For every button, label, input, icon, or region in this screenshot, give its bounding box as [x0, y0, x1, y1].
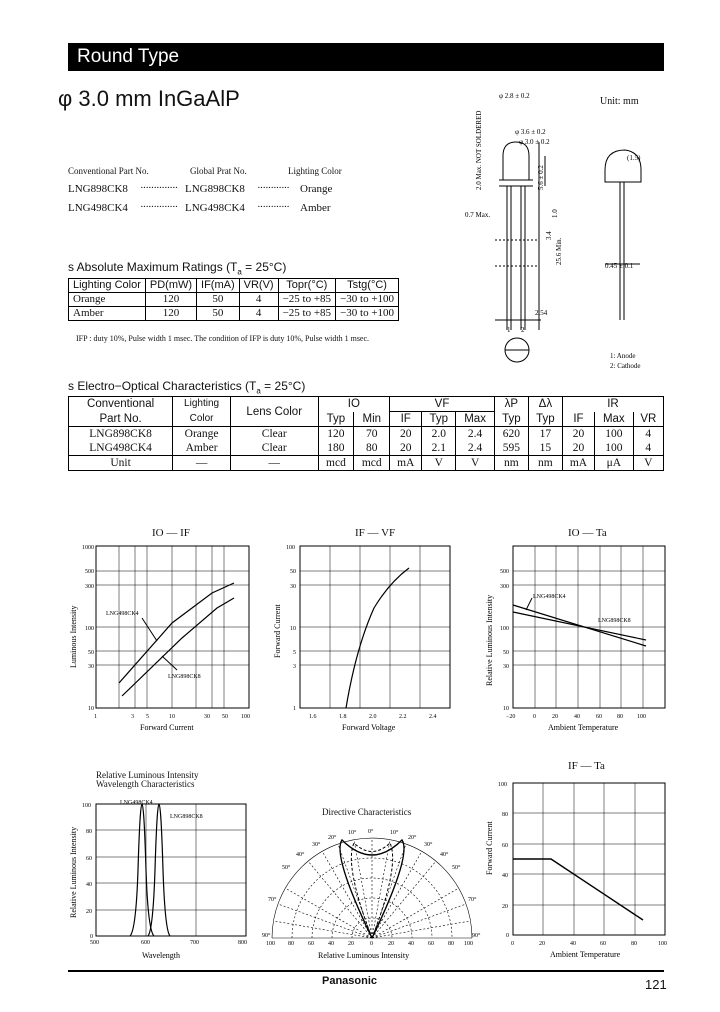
chart2-xtick: 1.8 [339, 714, 347, 720]
chart5-radial: 40 [408, 941, 414, 947]
eo-title: s Electro−Optical Characteristics $(T_a = 25^\circ C)$ [68, 379, 306, 396]
amr-note: IFP : duty 10%, Pulse width 1 msec. The condition of IFP is duty 10%, Pulse width 1 msec. [76, 334, 370, 343]
chart6-xtick: 60 [600, 941, 606, 947]
chart2-ytick: 30 [290, 584, 296, 590]
amr-title: s Absolute Maximum Ratings $(T_a = 25^\circ C)$ [68, 260, 287, 277]
chart3-ytick: 50 [503, 650, 509, 656]
chart6-xtick: 80 [631, 941, 637, 947]
eo-cell: 20 [562, 427, 594, 442]
chart-io-if [62, 538, 262, 738]
chart5-angle: 0° [368, 829, 374, 835]
chart1-xtick: 100 [241, 714, 250, 720]
chart3-xtick: 100 [637, 714, 646, 720]
chart1-series-label: LNG498CK4 [106, 611, 139, 617]
eo-unit: V [456, 456, 495, 471]
chart3-grid [513, 546, 665, 708]
eo-h: Typ [494, 412, 528, 427]
amr-cell: 120 [145, 293, 196, 307]
parts-header-color: Lighting Color [288, 166, 342, 176]
chart1-xtick: 1 [94, 714, 97, 720]
chart5-radial: 60 [428, 941, 434, 947]
amr-h: VR(V) [239, 279, 278, 293]
chart3-xtick: 40 [574, 714, 580, 720]
chart-if-vf [264, 538, 464, 738]
eo-h: IF [562, 412, 594, 427]
eo-cell: 4 [633, 427, 663, 442]
chart3-xtick: 60 [596, 714, 602, 720]
chart2-ylabel: Forward Current [273, 604, 282, 658]
eo-cell: 17 [528, 427, 562, 442]
chart1-grid [96, 546, 249, 708]
eo-cell: 20 [562, 441, 594, 456]
footer-rule [68, 970, 664, 972]
chart1-ytick: 300 [85, 584, 94, 590]
chart4-xtick: 700 [190, 940, 199, 946]
chart3-ytick: 10 [503, 706, 509, 712]
chart5-xlabel: Relative Luminous Intensity [318, 951, 410, 960]
chart6-ytick: 0 [506, 933, 509, 939]
chart5-angle: 30° [312, 842, 321, 848]
eo-cell: 595 [494, 441, 528, 456]
chart2-xtick: 2.4 [429, 714, 437, 720]
chart2-ytick: 3 [293, 664, 296, 670]
eo-h: Lighting [173, 397, 231, 412]
chart1-ytick: 1000 [82, 545, 94, 551]
chart1-series-lng498 [119, 583, 234, 683]
amr-cell: −25 to +85 [278, 293, 335, 307]
chart4-xtick: 800 [238, 940, 247, 946]
dim-label: 0.45 ± 0.1 [605, 262, 634, 270]
dim-label: 3.4 [545, 231, 553, 240]
chart6-ytick: 100 [498, 782, 507, 788]
amr-h: Tstg(°C) [336, 279, 399, 293]
chart5-radial: 80 [288, 941, 294, 947]
led-body-outline [503, 142, 529, 180]
amr-cell: −25 to +85 [278, 307, 335, 321]
chart3-xtick: 80 [617, 714, 623, 720]
chart5-angle: 90° [472, 933, 481, 939]
chart1-series-label: LNG898CK8 [168, 674, 201, 680]
chart4-grid [96, 804, 246, 936]
chart6-ylabel: Forward Current [485, 821, 494, 875]
eo-cell: 2.4 [456, 441, 495, 456]
chart5-angle: 70° [268, 897, 277, 903]
chart1-ytick: 500 [85, 569, 94, 575]
amr-cell: 50 [197, 307, 240, 321]
section-banner: Round Type [68, 43, 664, 71]
parts-header-conv: Conventional Part No. [68, 166, 149, 176]
eo-cell: 620 [494, 427, 528, 442]
eo-unit: Unit [69, 456, 173, 471]
dim-label: 2.54 [535, 309, 548, 317]
eo-h: IF [390, 412, 422, 427]
chart3-series-label: LNG898CK8 [598, 618, 631, 624]
chart3-xtick: 20 [552, 714, 558, 720]
amr-h: Topr(°C) [278, 279, 335, 293]
chart5-radial: 100 [464, 941, 473, 947]
chart3-title: IO — Ta [568, 527, 607, 539]
chart3-ylabel: Relative Luminous Intensity [485, 594, 494, 686]
chart1-ytick: 10 [88, 706, 94, 712]
eo-unit: mA [562, 456, 594, 471]
chart4-frame [96, 804, 246, 936]
chart4-ytick: 0 [90, 934, 93, 940]
eo-cell: 100 [595, 427, 634, 442]
eo-cell: 120 [318, 427, 354, 442]
chart4-series-label: LNG898CK8 [170, 814, 203, 820]
eo-unit: nm [528, 456, 562, 471]
parts-row-2-conv: LNG498CK4 [68, 202, 128, 214]
chart1-xtick: 5 [146, 714, 149, 720]
chart2-grid [300, 546, 450, 708]
eo-unit: mA [390, 456, 422, 471]
eo-unit: μA [595, 456, 634, 471]
chart1-ylabel: Luminous Intensity [69, 605, 78, 668]
chart6-title: IF — Ta [568, 760, 605, 772]
chart2-xtick: 2.0 [369, 714, 377, 720]
chart5-radial: 100 [266, 941, 275, 947]
chart4-xlabel: Wavelength [142, 951, 181, 960]
amr-cell: Orange [69, 293, 146, 307]
brand-logo: Panasonic [322, 975, 378, 987]
chart4-ytick: 80 [86, 829, 92, 835]
chart1-xtick: 30 [204, 714, 210, 720]
eo-cell: 180 [318, 441, 354, 456]
eo-h: Max [595, 412, 634, 427]
chart1-series-lng898 [122, 598, 234, 696]
amr-h: IF(mA) [197, 279, 240, 293]
dim-label: 2: Cathode [610, 362, 641, 370]
leader-dots: ·············· [140, 201, 178, 213]
chart2-series [346, 568, 409, 708]
chart3-xtick: 0 [533, 714, 536, 720]
amr-table [68, 278, 399, 321]
eo-h: Max [456, 412, 495, 427]
eo-h: IR [562, 397, 663, 412]
parts-row-2-global: LNG498CK4 [185, 202, 245, 214]
eo-h: Typ [318, 412, 354, 427]
chart1-ytick: 30 [88, 664, 94, 670]
dimension-drawing [455, 90, 665, 380]
chart5-radial: 20 [388, 941, 394, 947]
eo-cell: LNG498CK4 [69, 441, 173, 456]
chart4-ytick: 100 [82, 803, 91, 809]
eo-cell: 15 [528, 441, 562, 456]
chart4-title: Relative Luminous Intensity Wavelength Characteristics [96, 770, 199, 789]
chart6-ytick: 60 [502, 843, 508, 849]
amr-cell: 120 [145, 307, 196, 321]
chart4-series-lng498 [130, 804, 154, 936]
dim-label: 1 [507, 326, 511, 334]
eo-cell: 2.1 [422, 441, 456, 456]
chart6-xlabel: Ambient Temperature [550, 950, 621, 959]
eo-cell: Orange [173, 427, 231, 442]
chart5-angle: 10° [348, 830, 357, 836]
chart4-ylabel: Relative Luminous Intensity [69, 826, 78, 918]
chart6-ytick: 20 [502, 904, 508, 910]
eo-cell: LNG898CK8 [69, 427, 173, 442]
chart4-series-lng898 [148, 804, 170, 936]
chart3-xtick: −20 [506, 714, 516, 720]
eo-cell: 70 [354, 427, 390, 442]
chart5-angle: 40° [296, 852, 305, 858]
chart5-angle: 70° [468, 897, 477, 903]
eo-h: Color [173, 412, 231, 427]
amr-cell: 4 [239, 293, 278, 307]
chart6-xtick: 20 [539, 941, 545, 947]
amr-cell: 50 [197, 293, 240, 307]
chart4-xtick: 500 [90, 940, 99, 946]
eo-h: VR [633, 412, 663, 427]
chart4-ytick: 40 [86, 882, 92, 888]
dim-label: φ 3.6 ± 0.2 [515, 128, 546, 136]
amr-cell: Amber [69, 307, 146, 321]
chart5-radial: 80 [448, 941, 454, 947]
chart1-xtick: 50 [222, 714, 228, 720]
eo-h: Δλ [528, 397, 562, 412]
page-number: 121 [645, 977, 667, 992]
chart3-series-label: LNG498CK4 [533, 594, 566, 600]
chart5-angle: 40° [440, 852, 449, 858]
amr-cell: 4 [239, 307, 278, 321]
eo-h: Typ [422, 412, 456, 427]
chart5-angle: 50° [452, 865, 461, 871]
parts-row-1-global: LNG898CK8 [185, 183, 245, 195]
eo-unit: nm [494, 456, 528, 471]
leader-dots: ·············· [140, 182, 178, 194]
eo-h: Part No. [69, 412, 173, 427]
eo-cell: 80 [354, 441, 390, 456]
chart1-title: IO — IF [152, 527, 190, 539]
chart3-ytick: 30 [503, 664, 509, 670]
chart1-leader [162, 656, 177, 670]
dim-label: φ 2.8 ± 0.2 [499, 92, 530, 100]
chart-if-ta [478, 775, 678, 970]
eo-h: λP [494, 397, 528, 412]
eo-cell: 4 [633, 441, 663, 456]
eo-cell: 2.0 [422, 427, 456, 442]
eo-unit: — [173, 456, 231, 471]
chart-directive [262, 815, 482, 965]
eo-cell: Clear [230, 427, 318, 442]
dim-label: 1.0 [551, 209, 559, 218]
chart4-ytick: 60 [86, 856, 92, 862]
chart1-xlabel: Forward Current [140, 723, 194, 732]
eo-h: VF [390, 397, 495, 412]
chart6-xtick: 40 [570, 941, 576, 947]
chart6-xtick: 0 [511, 941, 514, 947]
amr-h: Lighting Color [69, 279, 146, 293]
leader-dots: ············ [257, 182, 289, 194]
eo-h: Typ [528, 412, 562, 427]
eo-cell: Clear [230, 441, 318, 456]
chart4-ytick: 20 [86, 909, 92, 915]
page-title: φ 3.0 mm InGaAlP [58, 86, 240, 111]
chart2-xtick: 1.6 [309, 714, 317, 720]
amr-cell: −30 to +100 [336, 307, 399, 321]
amr-cell: −30 to +100 [336, 293, 399, 307]
chart5-title: Directive Characteristics [322, 807, 412, 817]
parts-row-1-conv: LNG898CK8 [68, 183, 128, 195]
dim-label: 1: Anode [610, 352, 636, 360]
eo-cell: 20 [390, 427, 422, 442]
parts-header-global: Global Prat No. [190, 166, 247, 176]
chart1-leader [142, 618, 157, 641]
chart2-ytick: 50 [290, 569, 296, 575]
dim-label: 0.7 Max. [465, 211, 491, 219]
chart2-xlabel: Forward Voltage [342, 723, 396, 732]
chart5-angle: 10° [390, 830, 399, 836]
chart2-ytick: 10 [290, 626, 296, 632]
eo-unit: mcd [318, 456, 354, 471]
chart5-angle: 90° [262, 933, 271, 939]
chart2-title: IF — VF [355, 527, 396, 539]
eo-cell: 2.4 [456, 427, 495, 442]
dim-label: 25.6 Min. [555, 237, 563, 265]
chart5-angle: 30° [424, 842, 433, 848]
chart3-xlabel: Ambient Temperature [548, 723, 619, 732]
eo-cell: 100 [595, 441, 634, 456]
eo-table [68, 396, 664, 471]
parts-row-2-color: Amber [300, 202, 331, 214]
chart1-ytick: 50 [88, 650, 94, 656]
chart3-ytick: 500 [500, 569, 509, 575]
chart-io-ta [478, 538, 678, 738]
amr-h: PD(mW) [145, 279, 196, 293]
eo-cell: Amber [173, 441, 231, 456]
chart6-ytick: 40 [502, 873, 508, 879]
chart2-ytick: 1 [293, 706, 296, 712]
chart6-series [513, 859, 643, 920]
chart4-xtick: 600 [141, 940, 150, 946]
chart5-angle: 20° [408, 835, 417, 841]
chart1-xtick: 3 [131, 714, 134, 720]
eo-h: Min [354, 412, 390, 427]
chart5-radial: 20 [348, 941, 354, 947]
chart2-ytick: 100 [286, 545, 295, 551]
dim-label: 2.0 Max. NOT SOLDERED [475, 110, 483, 190]
chart-wavelength [62, 790, 262, 970]
eo-h: IO [318, 397, 390, 412]
chart5-radial: 60 [308, 941, 314, 947]
unit-label: Unit: mm [600, 96, 639, 107]
leader-dots: ············ [257, 201, 289, 213]
chart5-radial: 0 [370, 941, 373, 947]
eo-cell: 20 [390, 441, 422, 456]
dim-label: 2 [521, 326, 525, 334]
chart5-radial: 40 [328, 941, 334, 947]
eo-h: Conventional [69, 397, 173, 412]
chart3-leader [526, 598, 532, 610]
eo-unit: V [633, 456, 663, 471]
eo-unit: V [422, 456, 456, 471]
chart4-series-label: LNG498CK4 [120, 800, 153, 806]
dim-label: 5.6 ± 0.2 [537, 165, 545, 190]
chart2-ytick: 5 [293, 650, 296, 656]
eo-unit: mcd [354, 456, 390, 471]
chart2-xtick: 2.2 [399, 714, 407, 720]
chart5-angle: 20° [328, 835, 337, 841]
chart5-angle: 50° [282, 865, 291, 871]
chart3-series-lng898 [513, 612, 646, 640]
chart1-xtick: 10 [169, 714, 175, 720]
chart6-ytick: 80 [502, 812, 508, 818]
eo-h: Lens Color [230, 397, 318, 427]
eo-unit: — [230, 456, 318, 471]
chart3-ytick: 300 [500, 584, 509, 590]
chart6-xtick: 100 [658, 941, 667, 947]
dim-label: (1.5) [627, 154, 641, 162]
chart1-ytick: 100 [85, 626, 94, 632]
parts-row-1-color: Orange [300, 183, 333, 195]
dim-label: φ 3.0 ± 0.2 [519, 138, 550, 146]
chart3-ytick: 100 [500, 626, 509, 632]
